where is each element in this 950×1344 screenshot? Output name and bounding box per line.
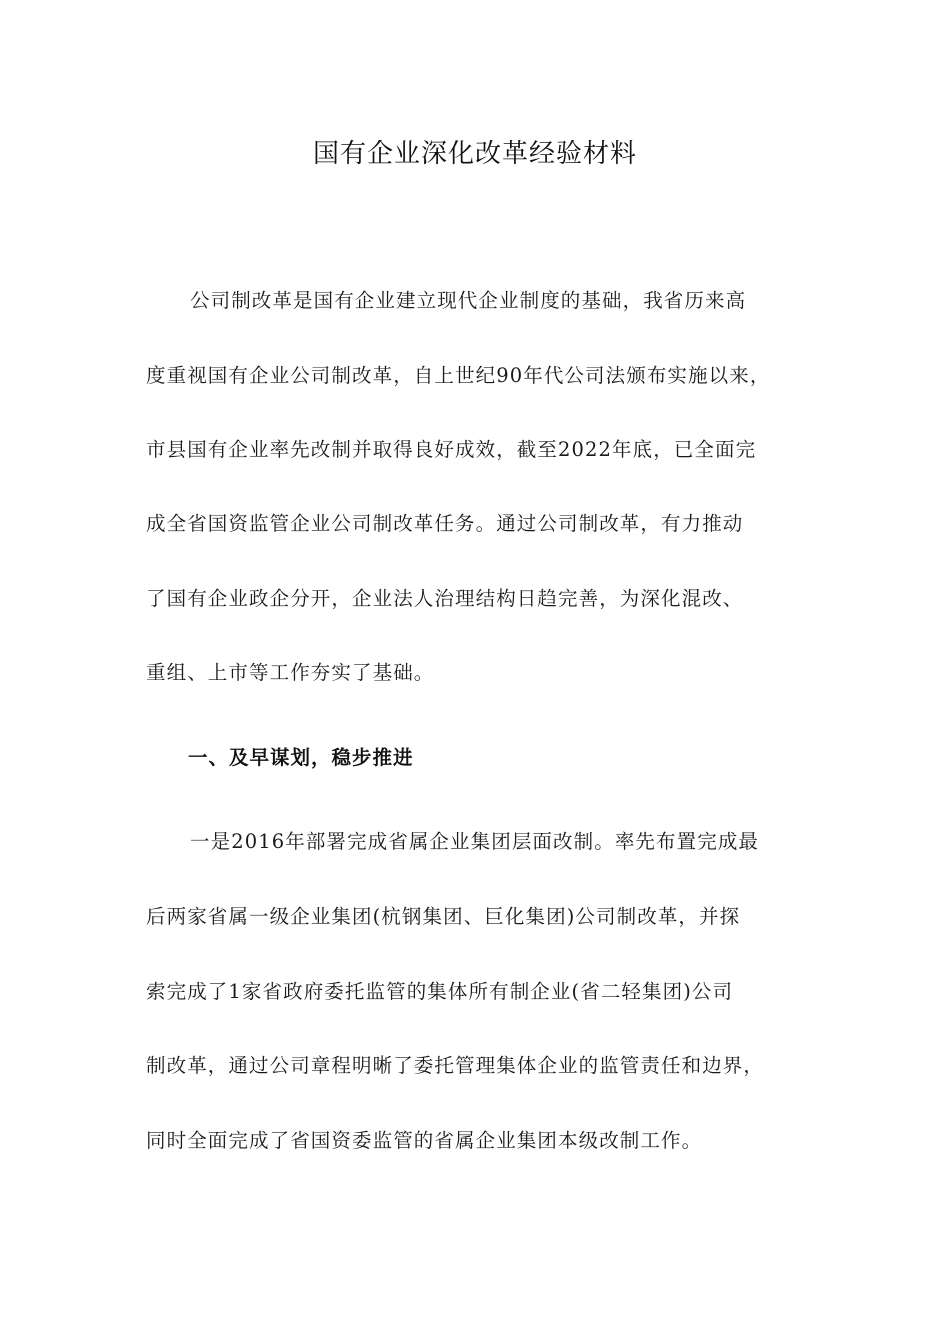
paragraph-line: 成全省国资监管企业公司制改革任务。通过公司制改革，有力推动 [146,512,744,535]
paragraph-line: 市县国有企业率先改制并取得良好成效，截至2022年底，已全面完 [146,438,757,461]
paragraph-line: 后两家省属一级企业集团(杭钢集团、巨化集团)公司制改革，并探 [146,905,741,928]
paragraph-line: 重组、上市等工作夯实了基础。 [146,661,435,684]
paragraph-line: 度重视国有企业公司制改革，自上世纪90年代公司法颁布实施以来， [146,364,771,387]
section-heading: 一、及早谋划，稳步推进 [188,746,414,769]
paragraph-line: 一是2016年部署完成省属企业集团层面改制。率先布置完成最 [190,830,760,853]
document-title: 国有企业深化改革经验材料 [312,139,637,169]
paragraph-line: 制改革，通过公司章程明晰了委托管理集体企业的监管责任和边界， [146,1054,765,1077]
paragraph-line: 公司制改革是国有企业建立现代企业制度的基础，我省历来高 [190,289,747,312]
paragraph-line: 同时全面完成了省国资委监管的省属企业集团本级改制工作。 [146,1129,703,1152]
paragraph-line: 索完成了1家省政府委托监管的集体所有制企业(省二轻集团)公司 [146,980,734,1003]
paragraph-line: 了国有企业政企分开，企业法人治理结构日趋完善，为深化混改、 [146,587,744,610]
